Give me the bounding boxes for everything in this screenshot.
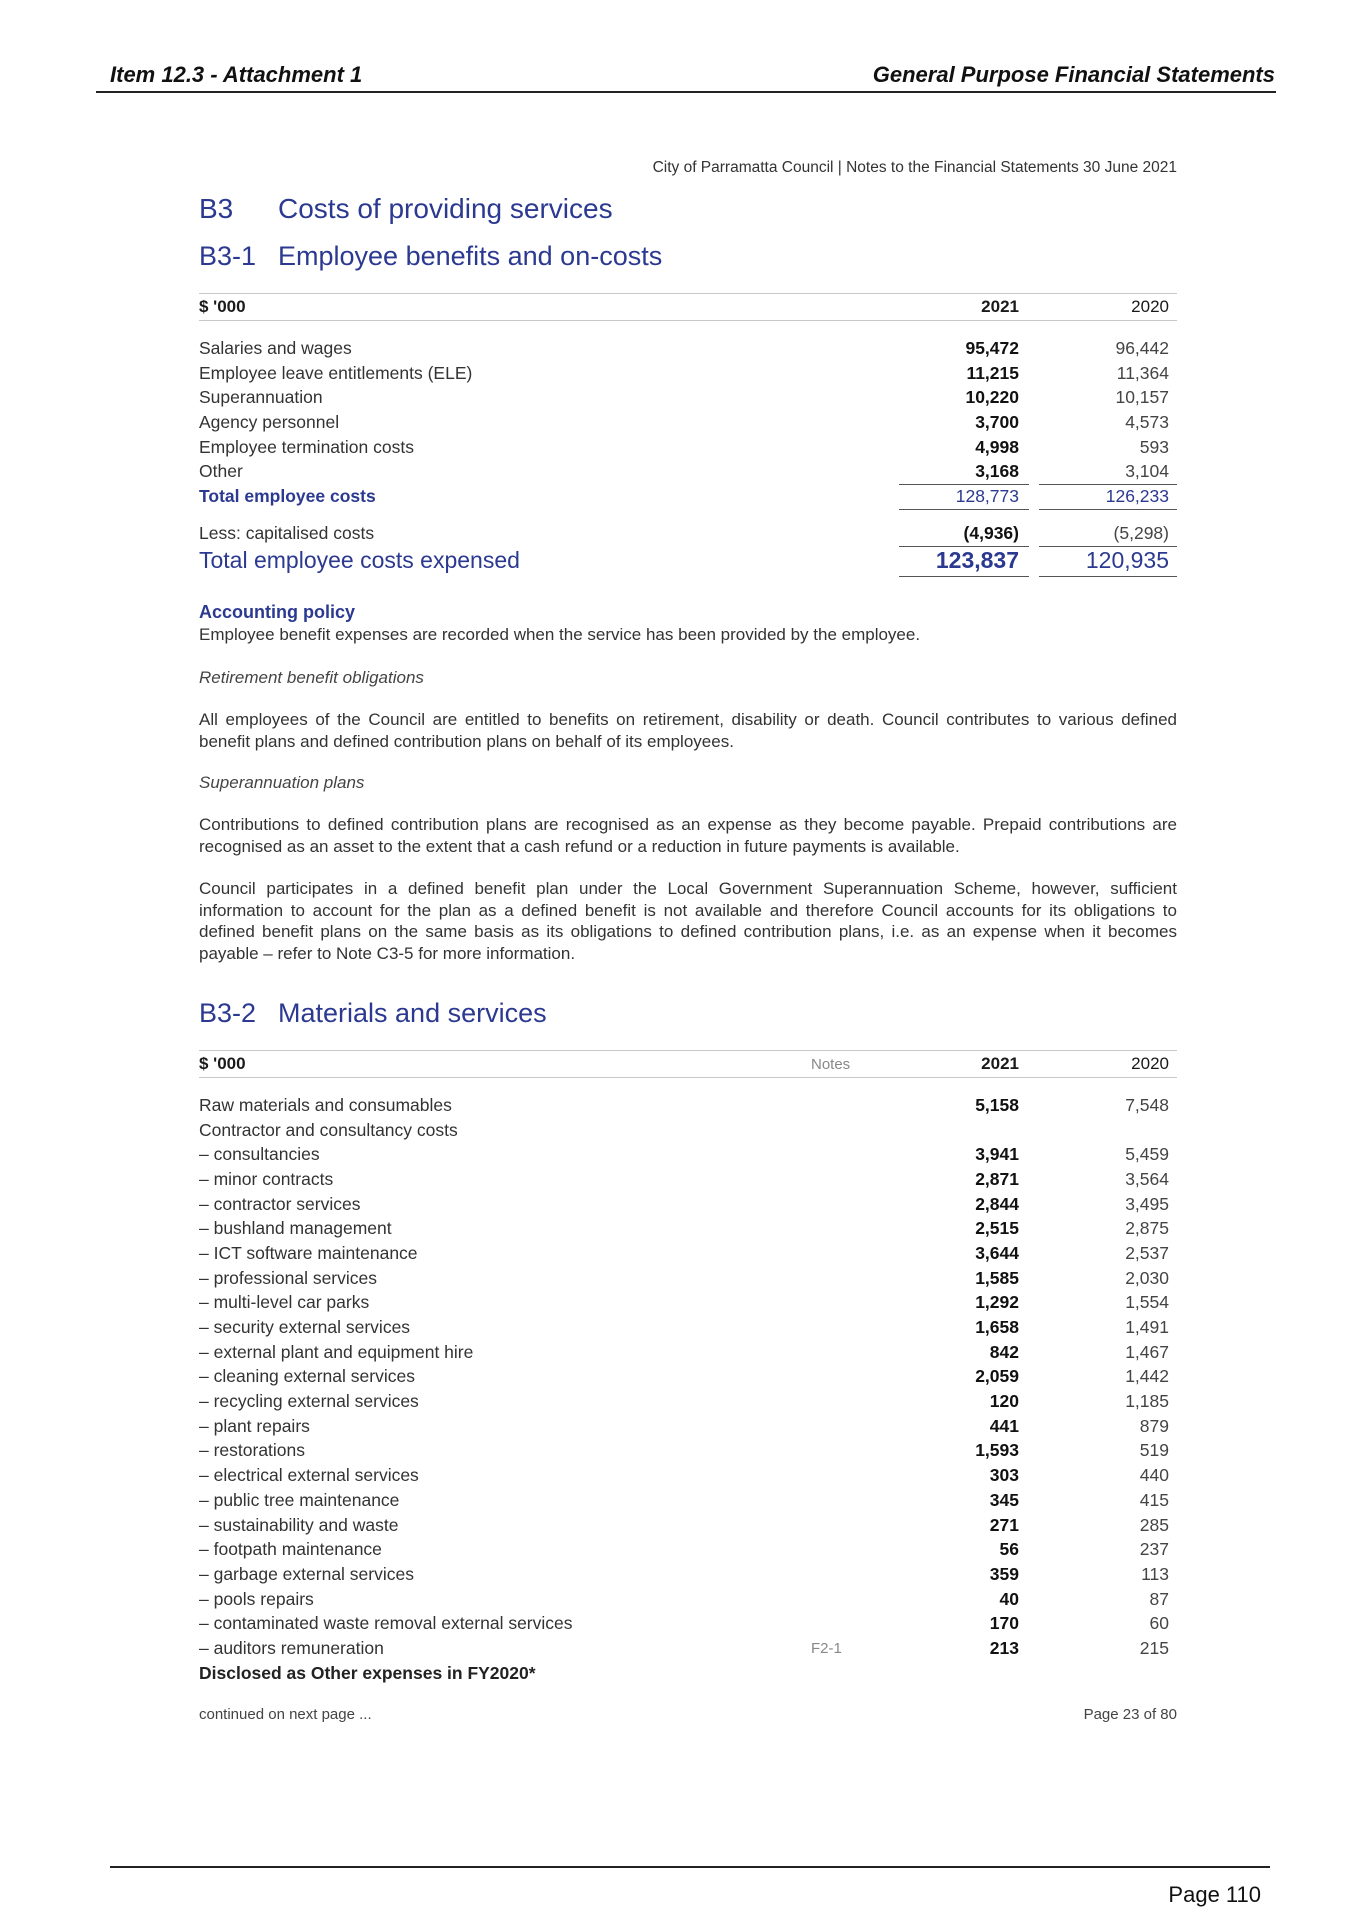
- table-row: [199, 1315, 1177, 1340]
- table-row: [199, 1093, 1177, 1118]
- value-2020: 11,364: [1116, 362, 1169, 383]
- value-2020: 2,537: [1125, 1242, 1169, 1263]
- superannuation-text-1: Contributions to defined contribution plans are recognised as an expense as they become payable. Prepaid contributions are recognised as an asset to the extent that a cash refund or a reduction in future payments is available.: [199, 815, 1177, 856]
- page-number: Page 110: [1168, 1882, 1261, 1907]
- value-2021: 2,844: [975, 1193, 1019, 1214]
- superannuation-heading: Superannuation plans: [199, 773, 365, 792]
- materials-services-table: [199, 1050, 1177, 1686]
- value-2021: 3,700: [975, 411, 1019, 432]
- value-2021: 10,220: [965, 387, 1019, 408]
- value-2021: 441: [989, 1415, 1019, 1436]
- value-2021: 359: [989, 1563, 1019, 1584]
- footer-divider: [110, 1866, 1270, 1868]
- value-2021: 213: [989, 1637, 1019, 1658]
- superannuation-text-2: Council participates in a defined benefit plan under the Local Government Superannuation Scheme, however, sufficient information to account for the plan as a defined benefit is not available and therefore Council accounts for its obligations to defined benefit plans on the same basis as its obligations to defined contribution plans, i.e. as an expense when it becomes payable – refer to Note C3-5 for more information.: [199, 879, 1177, 963]
- table-row: [199, 435, 1177, 460]
- value-2021: 1,292: [975, 1292, 1019, 1313]
- row-label: Contractor and consultancy costs: [199, 1119, 458, 1140]
- header-divider: [96, 91, 1276, 93]
- row-label: – public tree maintenance: [199, 1489, 400, 1510]
- row-label: – ICT software maintenance: [199, 1242, 418, 1263]
- table-row: [199, 1587, 1177, 1612]
- attachment-label: Item 12.3 - Attachment 1: [110, 62, 363, 87]
- value-2020: 2,030: [1125, 1267, 1169, 1288]
- value-2020: 1,554: [1125, 1292, 1169, 1313]
- value-2021: 3,644: [975, 1242, 1019, 1263]
- table-row: [199, 1118, 1177, 1143]
- table-row: [199, 1513, 1177, 1538]
- table-row: [199, 336, 1177, 361]
- value-2020: 3,495: [1125, 1193, 1169, 1214]
- document-title: General Purpose Financial Statements: [872, 62, 1275, 87]
- table-row: [199, 1636, 1177, 1661]
- value-2021: 120: [989, 1391, 1019, 1412]
- value-2021: 1,585: [975, 1267, 1019, 1288]
- value-2020: 87: [1149, 1588, 1169, 1609]
- accounting-policy-title: Accounting policy: [199, 602, 356, 622]
- row-label: – garbage external services: [199, 1563, 414, 1584]
- row-label: – pools repairs: [199, 1588, 314, 1609]
- value-2021: 842: [989, 1341, 1019, 1362]
- total-employee-costs-row: [199, 484, 1177, 509]
- value-2020: 7,548: [1125, 1094, 1169, 1115]
- value-2020: 415: [1139, 1489, 1169, 1510]
- value-2020: 237: [1139, 1539, 1169, 1560]
- value-2020: 5,459: [1125, 1144, 1169, 1165]
- table-body: [199, 1093, 1177, 1661]
- value-2020: 3,564: [1125, 1168, 1169, 1189]
- value-2020: 3,104: [1125, 461, 1169, 482]
- value-2021: 3,941: [975, 1144, 1019, 1165]
- value-2021: 5,158: [975, 1094, 1019, 1115]
- value-2021: (4,936): [963, 522, 1019, 543]
- section-title: Costs of providing services: [278, 193, 613, 224]
- section-title: Employee benefits and on-costs: [278, 241, 663, 271]
- value-2021: 2,871: [975, 1168, 1019, 1189]
- year-2020-header: 2020: [1131, 1054, 1169, 1073]
- table-row: [199, 1266, 1177, 1291]
- value-2020: 215: [1139, 1637, 1169, 1658]
- value-2021: 3,168: [975, 461, 1019, 482]
- table-header-row: [199, 294, 1177, 321]
- row-label: – plant repairs: [199, 1415, 310, 1436]
- notes-header: Notes: [811, 1055, 851, 1073]
- continued-note: continued on next page ...: [199, 1706, 372, 1723]
- table-row: [199, 459, 1177, 484]
- section-number: B3-2: [199, 998, 257, 1028]
- row-label: – contaminated waste removal external services: [199, 1613, 573, 1634]
- table-row: [199, 1414, 1177, 1439]
- value-2020: 126,233: [1105, 485, 1169, 506]
- value-2020: 1,491: [1125, 1317, 1169, 1338]
- section-number: B3: [199, 193, 234, 224]
- value-2020: 10,157: [1115, 387, 1169, 408]
- employee-costs-table: [199, 293, 1177, 576]
- table-row: [199, 1537, 1177, 1562]
- table-row: [199, 1241, 1177, 1266]
- value-2020: 1,185: [1125, 1391, 1169, 1412]
- row-note: F2-1: [811, 1639, 842, 1657]
- value-2021: 345: [989, 1489, 1019, 1510]
- value-2021: 56: [999, 1539, 1019, 1560]
- section-title: Materials and services: [278, 998, 547, 1028]
- table-body: [199, 336, 1177, 484]
- year-2020-header: 2020: [1131, 297, 1169, 316]
- table-row: [199, 1463, 1177, 1488]
- row-label: – recycling external services: [199, 1391, 419, 1412]
- row-label: Salaries and wages: [199, 337, 352, 358]
- value-2020: 4,573: [1125, 411, 1169, 432]
- value-2021: 11,215: [966, 362, 1019, 383]
- row-label: – multi-level car parks: [199, 1292, 370, 1313]
- value-2021: 271: [989, 1514, 1019, 1535]
- row-label: – external plant and equipment hire: [199, 1341, 474, 1362]
- value-2021: 1,593: [975, 1440, 1019, 1461]
- table-row: [199, 1167, 1177, 1192]
- total-expensed-row: [199, 546, 1177, 576]
- accounting-policy-block: [199, 602, 1177, 645]
- table-row: [199, 361, 1177, 386]
- table-row: [199, 1439, 1177, 1464]
- table-row: [199, 1192, 1177, 1217]
- row-label: – professional services: [199, 1267, 377, 1288]
- value-2021: 95,472: [965, 337, 1019, 358]
- retirement-text: All employees of the Council are entitled to benefits on retirement, disability or death. Council contributes to various defined benefit plans and defined contribution plans on behalf of its employees.: [199, 710, 1177, 751]
- value-2021: 2,515: [975, 1218, 1019, 1239]
- section-number: B3-1: [199, 241, 257, 271]
- table-row: [199, 1488, 1177, 1513]
- row-label: – security external services: [199, 1317, 411, 1338]
- value-2020: (5,298): [1113, 522, 1169, 543]
- row-label: – consultancies: [199, 1144, 320, 1165]
- row-label: – auditors remuneration: [199, 1637, 384, 1658]
- row-label: – electrical external services: [199, 1465, 419, 1486]
- table-row: [199, 1562, 1177, 1587]
- notes-subheader: City of Parramatta Council | Notes to the Financial Statements 30 June 2021: [652, 159, 1177, 176]
- table-row: [199, 1340, 1177, 1365]
- section-b32-heading: [199, 998, 547, 1029]
- disclosed-heading: [199, 1661, 1177, 1686]
- value-2021: 128,773: [955, 485, 1019, 506]
- row-label: Employee leave entitlements (ELE): [199, 362, 473, 383]
- unit-header: $ '000: [199, 297, 246, 316]
- value-2020: 1,442: [1125, 1366, 1169, 1387]
- year-2021-header: 2021: [981, 1054, 1019, 1073]
- table-row: [199, 1142, 1177, 1167]
- value-2021: 2,059: [975, 1366, 1019, 1387]
- unit-header: $ '000: [199, 1054, 246, 1073]
- table-row: [199, 385, 1177, 410]
- value-2021: 1,658: [975, 1317, 1019, 1338]
- table-header-row: [199, 1051, 1177, 1078]
- value-2021: 123,837: [935, 547, 1019, 573]
- row-label: – contractor services: [199, 1193, 361, 1214]
- table-row: [199, 1365, 1177, 1390]
- table-row: [199, 1611, 1177, 1636]
- table-row: [199, 1389, 1177, 1414]
- value-2020: 879: [1139, 1415, 1169, 1436]
- row-label: Employee termination costs: [199, 436, 414, 457]
- retirement-heading: Retirement benefit obligations: [199, 668, 424, 687]
- value-2020: 113: [1141, 1563, 1169, 1584]
- value-2021: 303: [989, 1465, 1019, 1486]
- year-2021-header: 2021: [981, 297, 1019, 316]
- row-label: Less: capitalised costs: [199, 522, 375, 543]
- row-label: – bushland management: [199, 1218, 392, 1239]
- value-2020: 519: [1139, 1440, 1169, 1461]
- page-of-indicator: Page 23 of 80: [1083, 1706, 1177, 1723]
- value-2020: 96,442: [1115, 337, 1169, 358]
- value-2020: 593: [1139, 436, 1169, 457]
- row-label: – footpath maintenance: [199, 1539, 382, 1560]
- row-label: Agency personnel: [199, 411, 340, 432]
- section-b3-heading: [199, 193, 613, 225]
- value-2020: 285: [1139, 1514, 1169, 1535]
- value-2020: 120,935: [1085, 547, 1169, 573]
- row-label: Superannuation: [199, 387, 323, 408]
- row-label: – sustainability and waste: [199, 1514, 399, 1535]
- table-row: [199, 1216, 1177, 1241]
- row-label: – minor contracts: [199, 1168, 334, 1189]
- value-2020: 2,875: [1125, 1218, 1169, 1239]
- row-label: Raw materials and consumables: [199, 1094, 452, 1115]
- row-label: Other: [199, 461, 243, 482]
- row-label: Total employee costs expensed: [199, 547, 520, 573]
- value-2021: 4,998: [975, 436, 1019, 457]
- value-2020: 1,467: [1125, 1341, 1169, 1362]
- table-row: [199, 410, 1177, 435]
- accounting-policy-text: Employee benefit expenses are recorded when the service has been provided by the employee.: [199, 624, 921, 644]
- section-b31-heading: [199, 241, 662, 272]
- value-2021: 170: [989, 1613, 1019, 1634]
- table-row: [199, 1291, 1177, 1316]
- row-label: Disclosed as Other expenses in FY2020*: [199, 1662, 536, 1683]
- row-label: Total employee costs: [199, 485, 376, 506]
- value-2020: 440: [1139, 1465, 1169, 1486]
- row-label: – restorations: [199, 1440, 306, 1461]
- value-2021: 40: [999, 1588, 1019, 1609]
- less-capitalised-row: [199, 521, 1177, 546]
- value-2020: 60: [1149, 1613, 1169, 1634]
- row-label: – cleaning external services: [199, 1366, 415, 1387]
